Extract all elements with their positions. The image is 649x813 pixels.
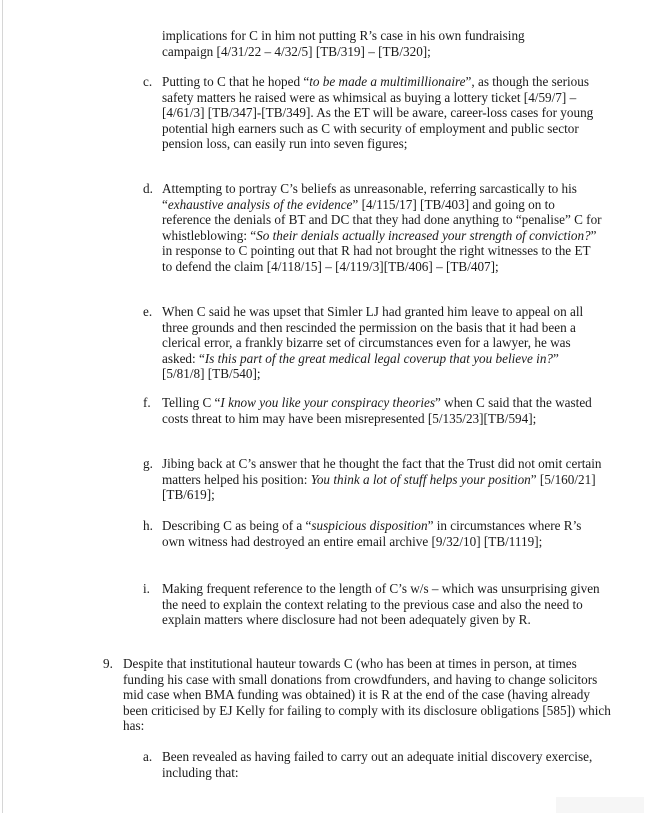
continuation-line-1: implications for C in him not putting R’s case in his own fundraising [162, 28, 525, 43]
list-item-text: Making frequent reference to the length of C’s w/s – which was unsurprising given the need to explain the context relating to the previous case and also the need to explain matters where disclosure had not been adequately given by R. [162, 581, 600, 628]
list-item-text: Putting to C that he hoped “to be made a multimillionaire”, as though the serious safety matters he raised were as whimsical as buying a lottery ticket [4/59/7] – [4/61/3] [TB/347]-[TB/349]. As the ET will be aware, career-loss cases for young potential high earners such as C with security of employment and public sector pension loss, can easily run into seven figures; [162, 74, 594, 152]
list-item-text: Jibing back at C’s answer that he thought the fact that the Trust did not omit certain matters helped his position: You think a lot of stuff helps your position” [5/160/21] [TB/619]; [162, 456, 602, 503]
list-item-text: When C said he was upset that Simler LJ had granted him leave to appeal on all three grounds and then rescinded the permission on the basis that it had been a clerical error, a frankly bizarre set of circumstances even for a lawyer, he was asked: “Is this part of the great medical legal coverup that you believe in?” [5/81/8] [TB/540]; [162, 304, 584, 382]
list-item-text: Telling C “I know you like your conspiracy theories” when C said that the wasted costs threat to him may have been misrepresented [5/135/23][TB/594]; [162, 395, 592, 426]
page-corner-shade [556, 797, 644, 813]
list-item-label: a. [143, 749, 153, 764]
paragraph-text: Despite that institutional hauteur towards C (who has been at times in person, at times funding his case with small donations from crowdfunders, and having to change solicitors mid case when BMA funding was obtained) it is R at the end of the case (having already been criticised by EJ Kelly for failing to comply with its disclosure obligations [585]) which has: [123, 656, 611, 734]
list-item-label: g. [143, 456, 153, 471]
continuation-text [162, 28, 622, 59]
list-item-label: e. [143, 304, 153, 319]
list-item-label: h. [143, 518, 153, 533]
list-item-label: c. [143, 74, 153, 89]
list-item-label: d. [143, 181, 153, 196]
list-item-label: i. [143, 581, 150, 596]
list-item-text: Been revealed as having failed to carry out an adequate initial discovery exercise, including that: [162, 749, 593, 780]
continuation-line-2: campaign [4/31/22 – 4/32/5] [TB/319] – [TB/320]; [162, 43, 431, 59]
list-item-text: Describing C as being of a “suspicious disposition” in circumstances where R’s own witness had destroyed an entire email archive [9/32/10] [TB/1119]; [162, 518, 582, 549]
paragraph-number: 9. [103, 656, 113, 671]
list-item-label: f. [143, 395, 151, 410]
list-item-text: Attempting to portray C’s beliefs as unreasonable, referring sarcastically to his “exhaustive analysis of the evidence” [4/115/17] [TB/403] and going on to reference the denials of BT and DC that they had done anything to “penalise” C for whistleblowing: “So their denials actually increased your strength of conviction?” in response to C pointing out that R had not brought the right witnesses to the ET to defend the claim [4/118/15] – [4/119/3][TB/406] – [TB/407]; [162, 181, 602, 274]
